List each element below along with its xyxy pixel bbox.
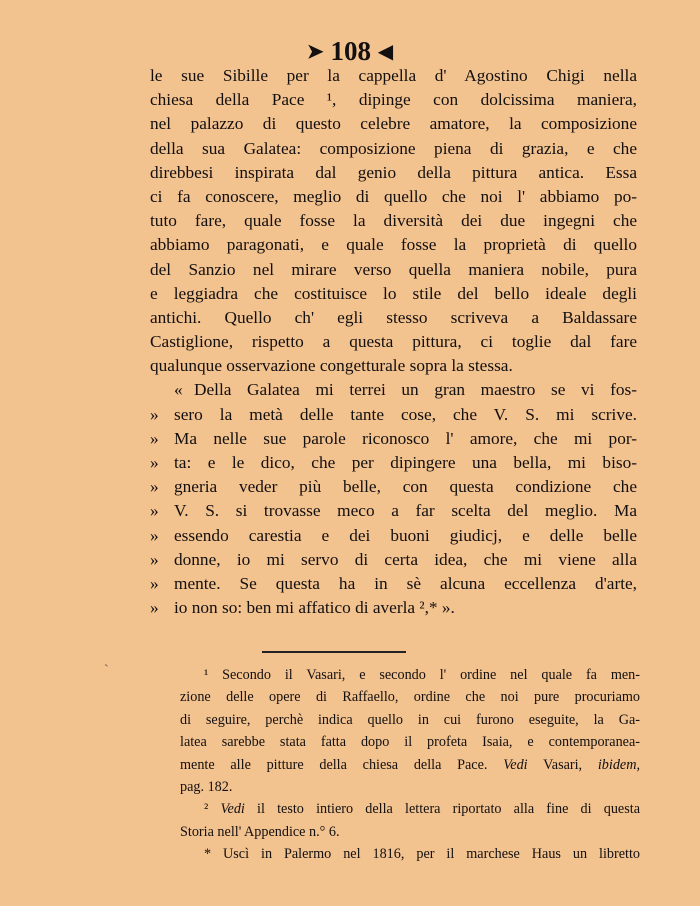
footnote-text: Vasari, xyxy=(543,756,583,773)
body-line: antichi. Quello ch' egli stesso scriveva a Baldassare xyxy=(150,307,637,327)
quote-line xyxy=(150,403,637,427)
quote-mark: » xyxy=(150,501,159,521)
footnote-text: mente alle pitture della chiesa della Pace. xyxy=(180,756,488,773)
quote-mark: » xyxy=(150,549,159,569)
footnote-text: il testo intiero della lettera riportato alla fine di questa xyxy=(257,801,640,818)
ibidem-reference: ibidem, xyxy=(597,756,641,773)
body-line: le sue Sibille per la cappella d' Agostino Chigi nella xyxy=(150,66,637,85)
quote-text: donne, io mi servo di certa idea, che mi viene alla xyxy=(174,549,637,569)
footnote-3 xyxy=(180,843,640,865)
page-number: 108 xyxy=(330,36,371,66)
quote-line xyxy=(150,548,637,572)
footnote-line: zione delle opere di Raffaello, ordine che noi pure procuriamo xyxy=(180,689,640,706)
footnote-line: di seguire, perchè indica quello in cui furono eseguite, la Ga- xyxy=(180,711,640,728)
quote-line xyxy=(150,378,637,402)
quote-text: Ma nelle sue parole riconosco l' amore, che mi por- xyxy=(174,428,637,448)
page-number-header xyxy=(0,36,700,67)
footnotes xyxy=(180,664,640,866)
quote-line xyxy=(150,499,637,523)
right-ornament-icon: ◀ xyxy=(377,41,394,63)
body-line: direbbesi inspirata dal genio della pittura antica. Essa xyxy=(150,162,637,182)
footnote-line: latea sarebbe stata fatta dopo il profeta Isaia, e contemporanea- xyxy=(180,734,640,751)
quote-line xyxy=(150,524,637,548)
body-line: tuto fare, quale fosse la diversità dei due ingegni che xyxy=(150,211,637,231)
body-line: chiesa della Pace ¹, dipinge con dolcissima maniera, xyxy=(150,90,637,110)
quote-mark: » xyxy=(150,598,159,618)
quote-text: gneria veder più belle, con questa condizione che xyxy=(174,477,637,497)
quote-mark: » xyxy=(150,404,159,424)
quote-text: sero la metà delle tante cose, che V. S. mi scrive. xyxy=(174,404,637,424)
quote-text: essendo carestia e dei buoni giudicj, e delle belle xyxy=(174,525,637,545)
quote-text: mente. Se questa ha in sè alcuna eccellenza d'arte, xyxy=(174,573,637,593)
quote-mark: « xyxy=(174,380,183,400)
quote-line xyxy=(150,451,637,475)
footnote-1 xyxy=(180,664,640,798)
quote-line xyxy=(150,596,637,620)
quote-line xyxy=(150,572,637,596)
quote-mark: » xyxy=(150,453,159,472)
footnote-mark: ² xyxy=(204,801,209,818)
quote-mark: » xyxy=(150,573,159,593)
quote-text: ta: e le dico, che per dipingere una bella, mi biso- xyxy=(174,453,637,472)
quote-text: Della Galatea mi terrei un gran maestro se vi fos- xyxy=(194,380,637,400)
body-line: ci fa conoscere, meglio di quello che noi l' abbiamo po- xyxy=(150,186,637,206)
footnote-2 xyxy=(180,798,640,843)
body-line: del Sanzio nel mirare verso quella maniera nobile, pura xyxy=(150,259,637,279)
footnote-line xyxy=(180,798,640,820)
quote-line xyxy=(150,427,637,451)
body-line: della sua Galatea: composizione piena di grazia, e che xyxy=(150,138,637,158)
body-line: abbiamo paragonati, e quale fosse la proprietà di quello xyxy=(150,235,637,255)
footnote-line: pag. 182. xyxy=(180,778,233,795)
quote-mark: » xyxy=(150,477,159,497)
quote-mark: » xyxy=(150,525,159,545)
body-line: qualunque osservazione congetturale sopra la stessa. xyxy=(150,356,513,376)
main-text xyxy=(150,64,637,620)
footnote-line: * Uscì in Palermo nel 1816, per il marchese Haus un libretto xyxy=(204,846,640,863)
footnote-line xyxy=(180,754,640,776)
left-ornament-icon: ➤ xyxy=(306,41,324,63)
vedi-reference: Vedi xyxy=(503,756,528,773)
footnote-line: Storia nell' Appendice n.° 6. xyxy=(180,823,340,840)
stray-ink-mark: ` xyxy=(104,663,109,678)
quote-text: V. S. si trovasse meco a far scelta del meglio. Ma xyxy=(174,501,637,521)
footnote-separator-rule xyxy=(262,651,406,653)
body-line: e leggiadra che costituisce lo stile del bello ideale degli xyxy=(150,283,637,303)
body-line: nel palazzo di questo celebre amatore, la composizione xyxy=(150,114,637,134)
quote-line xyxy=(150,475,637,499)
quote-mark: » xyxy=(150,428,159,448)
quote-text: io non so: ben mi affatico di averla ²,* ». xyxy=(174,598,455,618)
raphael-letter-quotation xyxy=(150,378,637,620)
body-line: Castiglione, rispetto a questa pittura, ci toglie dal fare xyxy=(150,332,637,352)
vedi-reference: Vedi xyxy=(220,801,245,818)
footnote-line: ¹ Secondo il Vasari, e secondo l' ordine nel quale fa men- xyxy=(204,667,640,683)
